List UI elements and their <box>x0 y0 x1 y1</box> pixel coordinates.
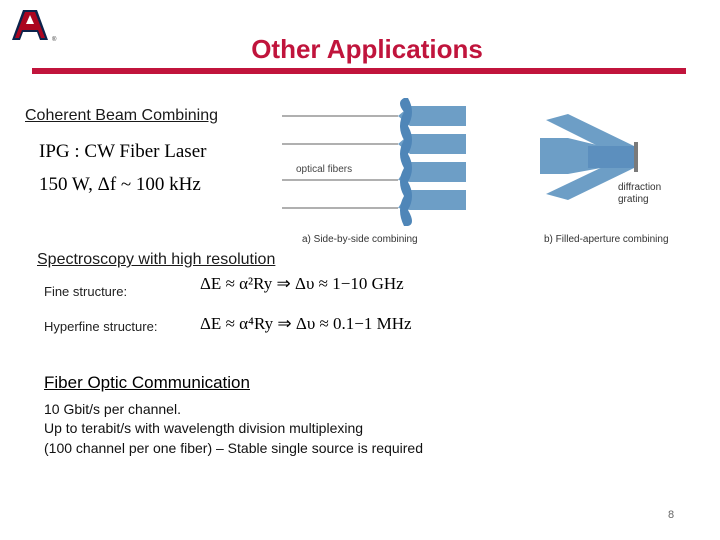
beam-4 <box>410 190 466 210</box>
fiber-optic-line: (100 channel per one fiber) – Stable single source is required <box>44 440 424 456</box>
hyperfine-structure-label: Hyperfine structure: <box>44 319 158 334</box>
laser-model-line: IPG : CW Fiber Laser <box>39 141 207 162</box>
beam-1 <box>410 106 466 126</box>
fiber-optic-line: 10 Gbit/s per channel. <box>44 401 181 417</box>
fiber-optic-line: Up to terabit/s with wavelength division multiplexing <box>44 420 364 436</box>
hyperfine-structure-equation: ΔE ≈ α⁴Ry ⇒ Δυ ≈ 0.1−1 MHz <box>200 314 412 333</box>
fiber-optic-heading: Fiber Optic Communication <box>44 373 250 392</box>
combined-output-beam <box>588 146 634 168</box>
coherent-heading: Coherent Beam Combining <box>25 107 218 124</box>
fine-structure-equation: ΔE ≈ α²Ry ⇒ Δυ ≈ 1−10 GHz <box>200 274 404 293</box>
grating-label: grating <box>618 194 649 205</box>
slide-title-text: Other Applications <box>251 34 483 64</box>
caption-filled-aperture: b) Filled-aperture combining <box>544 234 669 245</box>
fine-structure-label: Fine structure: <box>44 284 128 299</box>
diffraction-grating <box>634 142 638 172</box>
spectroscopy-heading: Spectroscopy with high resolution <box>37 251 276 268</box>
caption-side-by-side: a) Side-by-side combining <box>302 234 418 245</box>
beam-combining-diagram <box>278 98 698 250</box>
beam-3 <box>410 162 466 182</box>
title-rule <box>32 68 686 74</box>
laser-spec-line: 150 W, Δf ~ 100 kHz <box>39 174 201 195</box>
logo-registered-mark: ® <box>52 37 57 43</box>
page-number: 8 <box>668 509 675 521</box>
diffraction-label: diffraction <box>618 182 662 193</box>
beam-2 <box>410 134 466 154</box>
slide-title <box>0 34 720 65</box>
optical-fibers-label: optical fibers <box>296 164 353 175</box>
